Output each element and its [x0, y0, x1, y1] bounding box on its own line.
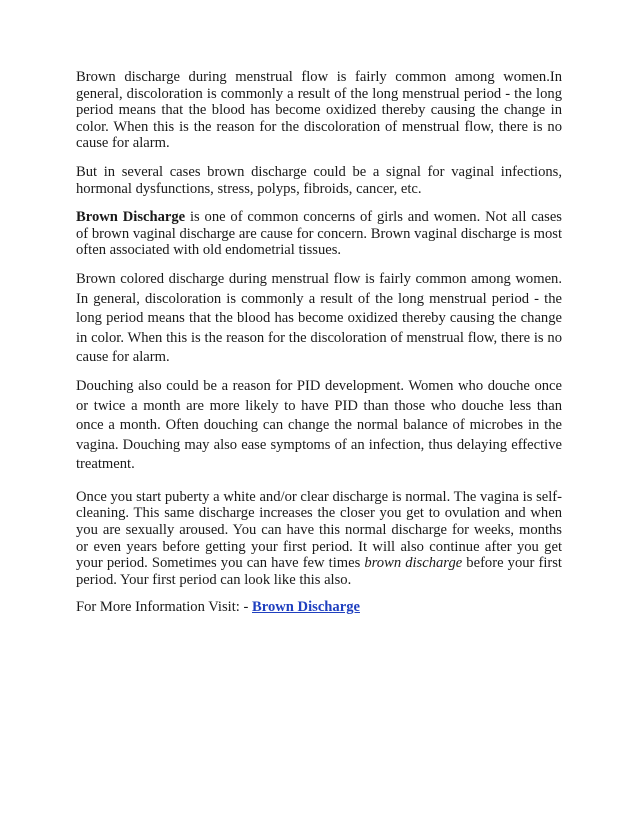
- paragraph-3: [76, 209, 562, 259]
- footer-prefix: For More Information Visit: -: [76, 599, 252, 616]
- brown-discharge-link[interactable]: Brown Discharge: [252, 599, 360, 616]
- paragraph-1: Brown discharge during menstrual flow is fairly common among women.In general, discoloration is commonly a result of the long menstrual period - the long period means that the blood has become oxidized thereby causing the change in color. When this is the reason for the discoloration of menstrual flow, there is no cause for alarm.: [76, 69, 562, 152]
- document-body: [76, 69, 562, 628]
- paragraph-6: [76, 489, 562, 589]
- paragraph-6-text-after: before your first period. Your first period can look like this also.: [76, 555, 562, 588]
- footer-line: [76, 599, 562, 616]
- paragraph-3-bold-term: Brown Discharge: [76, 209, 186, 226]
- paragraph-6-text-before: Once you start puberty a white and/or clear discharge is normal. The vagina is self-cleaning. This same discharge increases the closer you get to ovulation and when you are sexually aroused. You can have this normal discharge for weeks, months or even years before getting your first period. It will also continue after you get your period. Sometimes you can have few times: [76, 488, 562, 572]
- paragraph-3-text: is one of common concerns of girls and women. Not all cases of brown vaginal discharge are cause for concern. Brown vaginal discharge is most often associated with old endometrial tissues.: [76, 209, 562, 259]
- paragraph-2: But in several cases brown discharge could be a signal for vaginal infections, hormonal dysfunctions, stress, polyps, fibroids, cancer, etc.: [76, 163, 562, 197]
- paragraph-4: Brown colored discharge during menstrual flow is fairly common among women. In general, discoloration is commonly a result of the long menstrual period - the long period means that the blood has become oxidized thereby causing the change in color. When this is the reason for the discoloration of menstrual flow, there is no cause for alarm.: [76, 270, 562, 366]
- paragraph-6-italic-term: brown discharge: [364, 555, 463, 572]
- paragraph-5: Douching also could be a reason for PID development. Women who douche once or twice a month are more likely to have PID than those who douche less than once a month. Often douching can change the normal balance of microbes in the vagina. Douching may also ease symptoms of an infection, thus delaying effective treatment.: [76, 377, 562, 473]
